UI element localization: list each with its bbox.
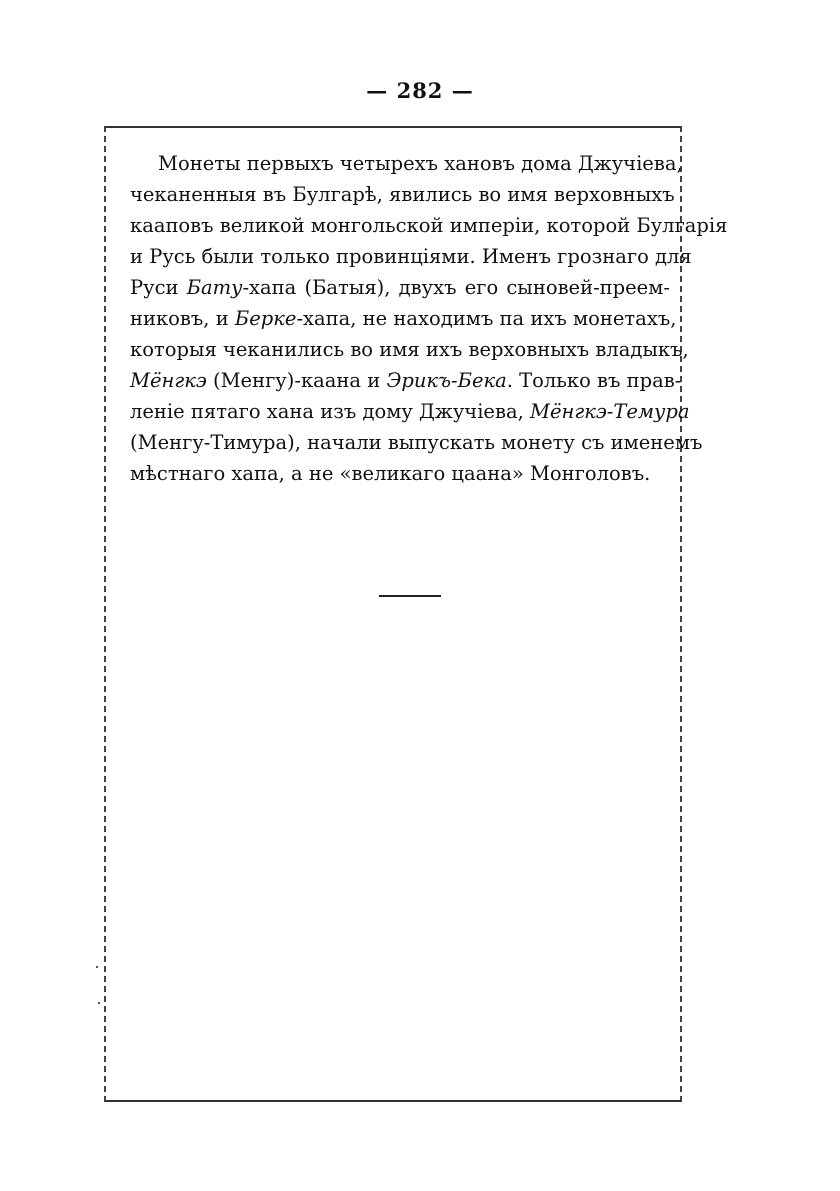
- text-run: Руси: [130, 276, 187, 299]
- section-end-rule: [379, 595, 441, 597]
- scan-speck: [98, 1002, 100, 1004]
- text-line-9: [130, 396, 690, 427]
- body-paragraph: [130, 148, 728, 489]
- italic-name-erik-beka: Эрикъ-Бека: [386, 369, 507, 392]
- text-run: -хапа, не находимъ па ихъ монетахъ,: [296, 307, 677, 330]
- text-line-1: Монеты первыхъ четырехъ хановъ дома Джучiева,: [158, 152, 683, 175]
- italic-name-mengke: Мёнгкэ: [130, 369, 207, 392]
- text-run: никовъ, и: [130, 307, 235, 330]
- italic-name-batu: Бату: [186, 276, 243, 299]
- italic-name-berke: Берке: [234, 307, 297, 330]
- text-run: ленiе пятаго хана изъ дому Джучiева,: [130, 400, 530, 423]
- text-line-2: чеканенныя въ Булгарѣ, явились во имя верховныхъ: [130, 183, 675, 206]
- text-run: -хапа (Батыя), двухъ его сыновей-преем-: [242, 276, 670, 299]
- text-line-10: (Менгу-Тимура), начали выпускать монету съ именемъ: [130, 431, 703, 454]
- text-line-11: мѣстнаго хапа, а не «великаго цаана» Монголовъ.: [130, 462, 651, 485]
- text-line-3: кааповъ великой монгольской имперiи, которой Булгарiя: [130, 214, 728, 237]
- page-number: — 282 —: [366, 78, 474, 103]
- scan-speck: [96, 966, 98, 968]
- text-line-7: которыя чеканились во имя ихъ верховныхъ владыкъ,: [130, 338, 689, 361]
- text-line-4: и Русь были только провинцiями. Именъ грознаго для: [130, 245, 692, 268]
- text-line-6: [130, 303, 677, 334]
- italic-name-mengke-temur: Мёнгкэ-Темура: [529, 400, 690, 423]
- text-line-5: [130, 272, 670, 303]
- text-run: . Только въ прав-: [506, 369, 682, 392]
- text-line-8: [130, 365, 682, 396]
- text-run: (Менгу)-каана и: [206, 369, 387, 392]
